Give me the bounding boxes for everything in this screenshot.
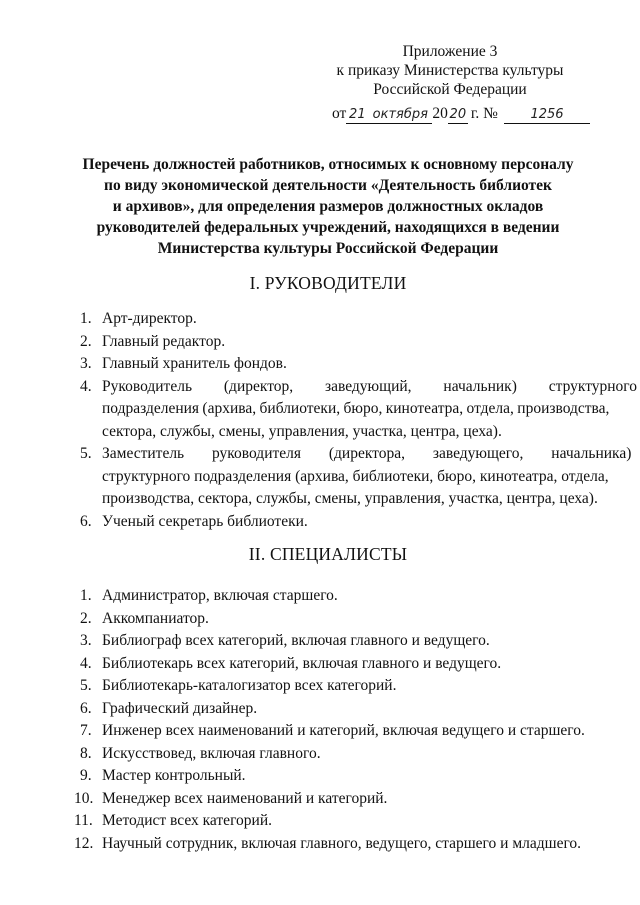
list-item-number: 2. bbox=[80, 609, 92, 627]
list-item-number: 6. bbox=[80, 512, 92, 530]
document-title bbox=[60, 154, 596, 259]
list-item bbox=[80, 720, 600, 743]
list-item-text: Менеджер всех наименований и категорий. bbox=[102, 789, 388, 807]
list-item-text: Мастер контрольный. bbox=[102, 767, 246, 784]
list-item-text: Библиотекарь-каталогизатор всех категорий. bbox=[102, 677, 397, 694]
title-line: руководителей федеральных учреждений, находящихся в ведении bbox=[96, 219, 560, 236]
list-item bbox=[80, 608, 600, 631]
list-item-number: 12. bbox=[74, 834, 94, 852]
list-item-number: 5. bbox=[80, 677, 92, 694]
list-item-number: 1. bbox=[80, 587, 92, 604]
list-item bbox=[80, 743, 600, 766]
list-item-text: сектора, службы, смены, управления, участка, центра, цеха). bbox=[102, 422, 502, 440]
title-line: Министерства культуры Российской Федерации bbox=[157, 240, 499, 257]
list-item bbox=[80, 585, 600, 608]
list-item-number: 3. bbox=[80, 632, 92, 649]
order-year-handwritten: 20 bbox=[449, 107, 467, 122]
list-item-number: 6. bbox=[80, 699, 92, 717]
appendix-number: Приложение 3 bbox=[402, 43, 498, 60]
specialists-list bbox=[74, 585, 600, 855]
list-item bbox=[74, 788, 600, 811]
order-date-line bbox=[332, 105, 590, 124]
list-item-text: Главный хранитель фондов. bbox=[102, 355, 287, 372]
list-item-number: 7. bbox=[80, 722, 92, 739]
list-item-number: 5. bbox=[80, 445, 92, 462]
list-item-text: Ученый секретарь библиотеки. bbox=[102, 512, 308, 530]
list-item-text: Руководитель (директор, заведующий, начальник) структурного bbox=[102, 377, 638, 395]
list-item-text: Заместитель руководителя (директора, заведующего, начальника) bbox=[102, 445, 632, 462]
list-item-number: 9. bbox=[80, 767, 92, 784]
list-item-number: 11. bbox=[74, 812, 93, 829]
section-heading-specialists: II. СПЕЦИАЛИСТЫ bbox=[248, 544, 408, 564]
order-from-label: от bbox=[332, 105, 347, 122]
list-item-text: Искусствовед, включая главного. bbox=[102, 744, 321, 762]
list-item bbox=[80, 765, 600, 788]
appendix-federation: Российской Федерации bbox=[373, 81, 527, 98]
title-line: Перечень должностей работников, относимых к основному персоналу bbox=[82, 156, 574, 173]
list-item-text: Администратор, включая старшего. bbox=[102, 587, 338, 604]
order-month-handwritten: октября bbox=[368, 107, 432, 124]
list-item bbox=[80, 308, 600, 331]
list-item-text: Инженер всех наименований и категорий, включая ведущего и старшего. bbox=[102, 722, 585, 739]
list-item bbox=[80, 353, 600, 376]
title-line: по виду экономической деятельности «Деятельность библиотек bbox=[104, 177, 552, 194]
managers-list bbox=[80, 308, 638, 533]
list-item bbox=[80, 511, 600, 534]
list-item-number: 10. bbox=[74, 789, 94, 807]
appendix-order-ref: к приказу Министерства культуры bbox=[336, 62, 564, 79]
list-item-number: 2. bbox=[80, 332, 92, 350]
appendix-header bbox=[300, 42, 600, 99]
list-item-text: Аккомпаниатор. bbox=[102, 609, 209, 627]
list-item bbox=[74, 810, 600, 833]
order-number-handwritten: 1256 bbox=[504, 107, 590, 124]
list-item-text: Библиограф всех категорий, включая главного и ведущего. bbox=[102, 632, 490, 649]
list-item-number: 4. bbox=[80, 377, 92, 395]
list-item-text: структурного подразделения (архива, библиотеки, бюро, кинотеатра, отдела, bbox=[102, 467, 609, 485]
list-item-text: Графический дизайнер. bbox=[102, 699, 258, 717]
order-day-handwritten: 21 bbox=[346, 107, 368, 124]
list-item-number: 3. bbox=[80, 355, 92, 372]
list-item bbox=[80, 376, 638, 444]
list-item bbox=[80, 675, 600, 698]
title-line: и архивов», для определения размеров должностных окладов bbox=[112, 198, 544, 215]
list-item-text: Научный сотрудник, включая главного, ведущего, старшего и младшего. bbox=[102, 834, 582, 852]
list-item-text: Методист всех категорий. bbox=[102, 812, 273, 829]
list-item-text: подразделения (архива, библиотеки, бюро, кинотеатра, отдела, производства, bbox=[102, 400, 610, 417]
list-item bbox=[80, 653, 600, 676]
list-item-text: Библиотекарь всех категорий, включая главного и ведущего. bbox=[102, 654, 502, 672]
section-heading-managers: I. РУКОВОДИТЕЛИ bbox=[249, 273, 407, 293]
order-year-prefix: 20 bbox=[432, 105, 448, 122]
list-item-number: 8. bbox=[80, 744, 92, 762]
list-item-text: производства, сектора, службы, смены, управления, участка, центра, цеха). bbox=[102, 490, 598, 507]
list-item-number: 1. bbox=[80, 310, 92, 327]
list-item-text: Арт-директор. bbox=[102, 310, 197, 327]
list-item bbox=[74, 833, 600, 856]
list-item bbox=[80, 443, 632, 511]
list-item-text: Главный редактор. bbox=[102, 332, 226, 350]
list-item bbox=[80, 698, 600, 721]
list-item bbox=[80, 630, 600, 653]
list-item-number: 4. bbox=[80, 654, 92, 672]
order-year-label: г. № bbox=[470, 105, 498, 122]
list-item bbox=[80, 331, 600, 354]
